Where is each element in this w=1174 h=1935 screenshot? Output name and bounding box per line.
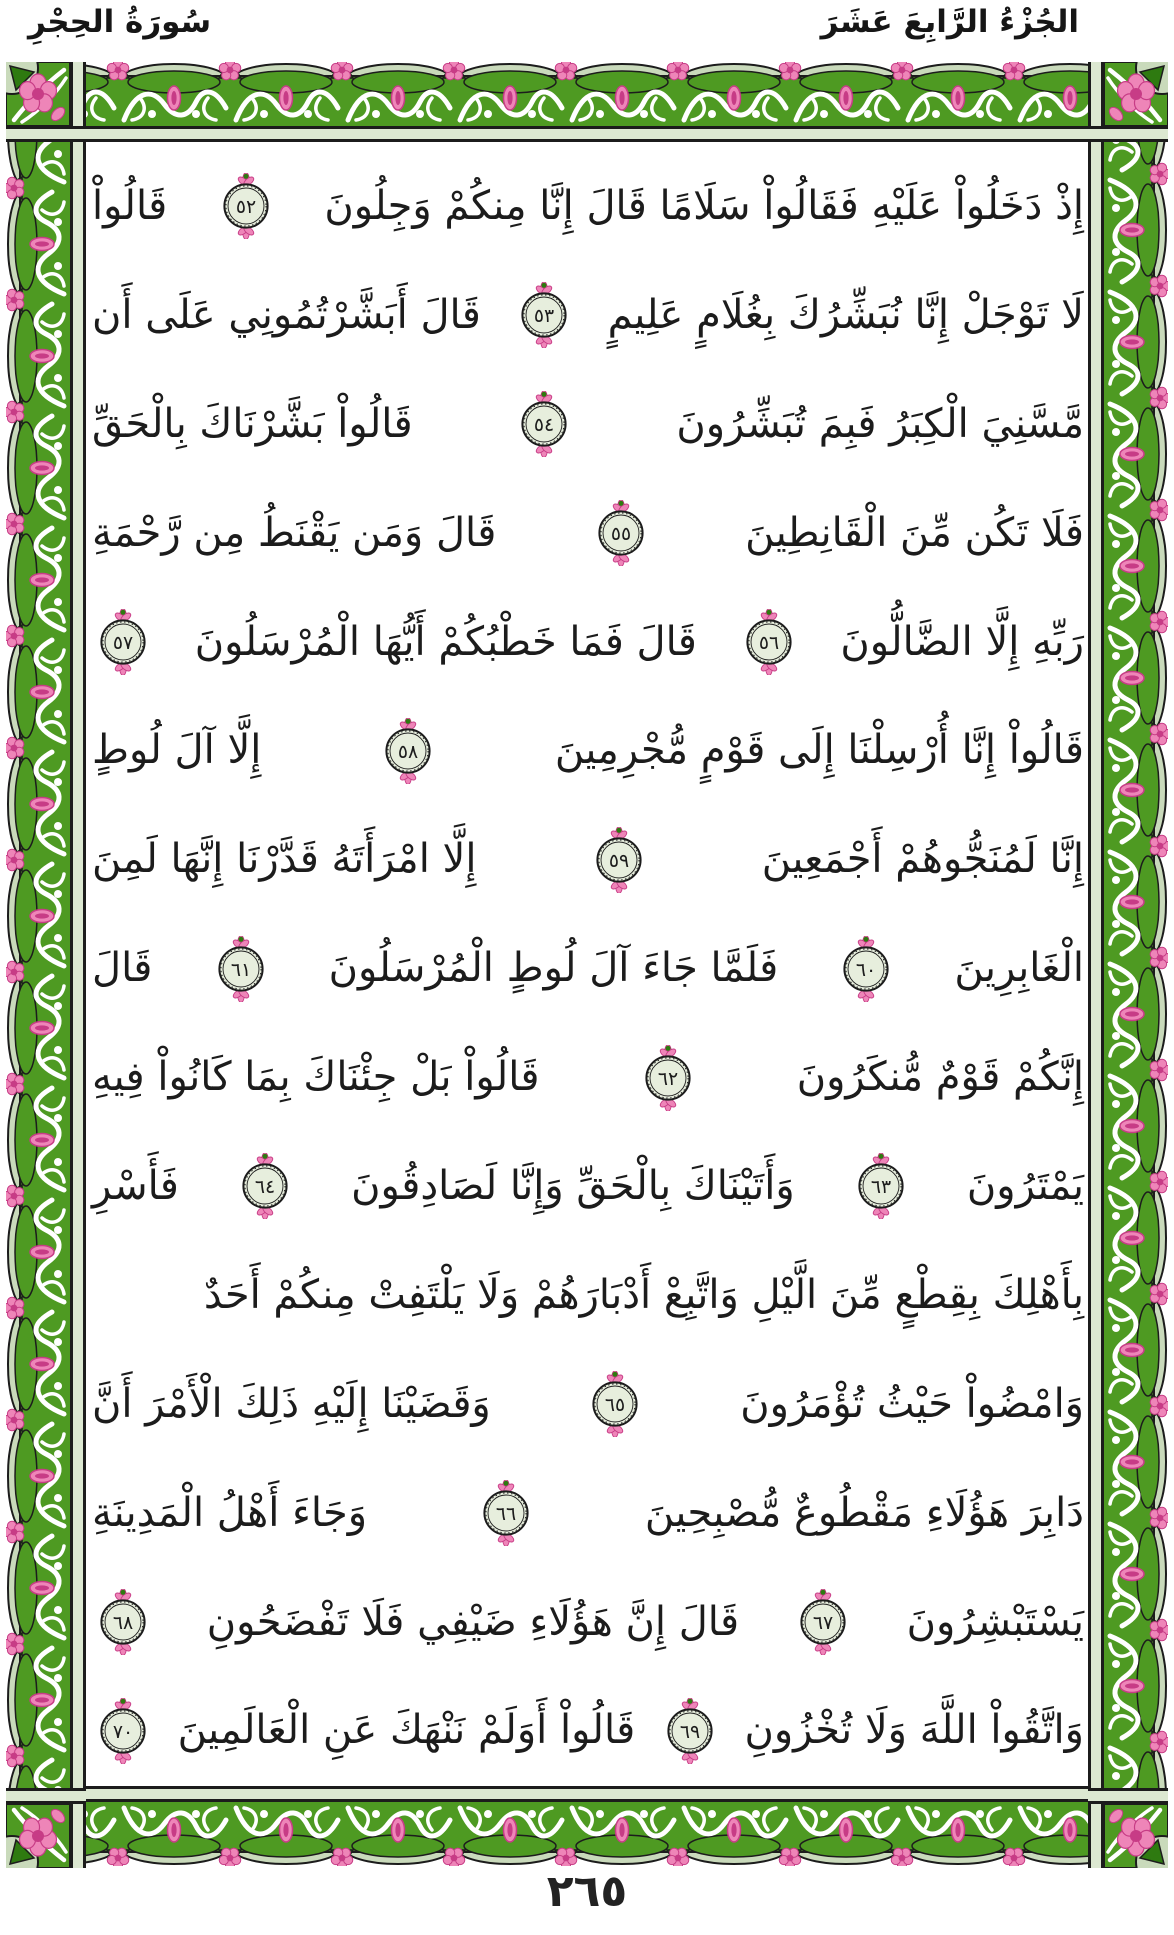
svg-text:٦٠: ٦٠ — [856, 958, 877, 981]
verse-marker — [219, 173, 273, 239]
border-strip-right — [1088, 62, 1168, 1868]
quran-line — [92, 914, 1084, 1023]
quran-line — [92, 1350, 1084, 1459]
verse-marker-ornament — [96, 609, 150, 675]
verse-marker — [96, 609, 150, 675]
verse-marker — [517, 391, 571, 457]
ayah-text: إِنَّا لَمُنَجُّوهُمْ أَجْمَعِينَ — [761, 836, 1084, 883]
ayah-text: إِلَّا آلَ لُوطٍ — [92, 727, 262, 774]
quran-line — [92, 805, 1084, 914]
ayah-text: إِذْ دَخَلُواْ عَلَيْهِ فَقَالُواْ سَلَامًا قَالَ إِنَّا مِنكُمْ وَجِلُونَ — [324, 183, 1084, 229]
verse-marker-ornament — [214, 936, 268, 1002]
ayah-text: الْغَابِرِينَ — [954, 945, 1084, 992]
verse-marker — [517, 282, 571, 348]
quran-line — [92, 261, 1084, 370]
ayah-text: قَالَ أَبَشَّرْتُمُونِي عَلَى أَن — [92, 291, 481, 338]
svg-text:٦١: ٦١ — [230, 958, 251, 981]
quran-line — [92, 1676, 1084, 1785]
svg-text:٥٩: ٥٩ — [608, 849, 630, 872]
border-corner-bl — [6, 1788, 86, 1868]
svg-text:٥٨: ٥٨ — [397, 740, 419, 763]
quran-line — [92, 370, 1084, 479]
verse-marker — [742, 609, 796, 675]
ayah-text: وَاتَّقُواْ اللَّهَ وَلَا تُخْزُونِ — [744, 1707, 1084, 1754]
verse-marker — [594, 500, 648, 566]
svg-text:٦٧: ٦٧ — [812, 1611, 833, 1634]
quran-line — [92, 479, 1084, 588]
ayah-text: وَقَضَيْنَا إِلَيْهِ ذَلِكَ الْأَمْرَ أَنَّ — [92, 1380, 491, 1427]
ayah-text: فَلَا تَكُن مِّنَ الْقَانِطِينَ — [745, 509, 1084, 556]
ayah-text: وَأَتَيْنَاكَ بِالْحَقِّ وَإِنَّا لَصَادِقُونَ — [351, 1163, 795, 1210]
quran-line — [92, 588, 1084, 697]
verse-marker — [238, 1153, 292, 1219]
quran-line — [92, 1241, 1084, 1350]
verse-marker — [214, 936, 268, 1002]
svg-text:٥٢: ٥٢ — [235, 196, 256, 219]
verse-marker-ornament — [517, 391, 571, 457]
verse-marker-ornament — [381, 718, 435, 784]
ayah-text: وَامْضُواْ حَيْثُ تُؤْمَرُونَ — [740, 1380, 1084, 1427]
ayah-text: مَّسَّنِيَ الْكِبَرُ فَبِمَ تُبَشِّرُونَ — [676, 400, 1084, 447]
ayah-text: قَالُواْ بَلْ جِئْنَاكَ بِمَا كَانُواْ فِيهِ — [92, 1054, 540, 1101]
quran-line — [92, 696, 1084, 805]
verse-marker-ornament — [588, 1371, 642, 1437]
border-corner-tr — [1088, 62, 1168, 142]
verse-marker — [479, 1480, 533, 1546]
verse-marker-ornament — [641, 1045, 695, 1111]
verse-marker-ornament — [592, 827, 646, 893]
verse-marker — [641, 1045, 695, 1111]
verse-marker — [854, 1153, 908, 1219]
page-number: ٢٦٥ — [546, 1866, 628, 1917]
border-strip-top — [6, 62, 1168, 142]
quran-line — [92, 1459, 1084, 1568]
verse-marker-ornament — [594, 500, 648, 566]
quran-line — [92, 1023, 1084, 1132]
ayah-text: قَالَ فَمَا خَطْبُكُمْ أَيُّهَا الْمُرْسَلُونَ — [194, 618, 697, 665]
svg-text:٥٣: ٥٣ — [534, 305, 555, 328]
ayah-text: يَمْتَرُونَ — [966, 1163, 1084, 1210]
juz-header: الجُزْءُ الرَّابِعَ عَشَرَ — [820, 4, 1079, 40]
svg-text:٥٧: ٥٧ — [112, 631, 134, 654]
border-corner-br — [1088, 1788, 1168, 1868]
svg-text:٥٤: ٥٤ — [534, 414, 555, 437]
verse-marker-ornament — [479, 1480, 533, 1546]
svg-text:٧٠: ٧٠ — [112, 1720, 134, 1743]
quran-text-block — [92, 152, 1084, 1786]
ayah-text: رَبِّهِ إِلَّا الضَّالُّونَ — [840, 618, 1084, 665]
border-strip-left — [6, 62, 86, 1868]
svg-text:٦٤: ٦٤ — [254, 1176, 276, 1199]
svg-text:٦٩: ٦٩ — [679, 1720, 700, 1743]
verse-marker — [839, 936, 893, 1002]
quran-line — [92, 1568, 1084, 1677]
border-strip-bottom — [6, 1786, 1168, 1866]
ayah-text: فَلَمَّا جَاءَ آلَ لُوطٍ الْمُرْسَلُونَ — [328, 945, 779, 992]
border-corner-tl — [6, 62, 86, 142]
verse-marker-ornament — [796, 1589, 850, 1655]
verse-marker — [796, 1589, 850, 1655]
verse-marker-ornament — [96, 1589, 150, 1655]
ayah-text: قَالُواْ — [92, 183, 168, 229]
ayah-text: دَابِرَ هَؤُلَاءِ مَقْطُوعٌ مُّصْبِحِينَ — [644, 1489, 1084, 1536]
svg-text:٦٦: ٦٦ — [495, 1503, 517, 1526]
verse-marker-ornament — [742, 609, 796, 675]
svg-text:٦٣: ٦٣ — [870, 1176, 891, 1199]
verse-marker — [592, 827, 646, 893]
verse-marker-ornament — [517, 282, 571, 348]
ayah-text: بِأَهْلِكَ بِقِطْعٍ مِّنَ الَّيْلِ وَاتَّبِعْ أَدْبَارَهُمْ وَلَا يَلْتَفِتْ مِنكُمْ أَحَدٌ — [203, 1271, 1084, 1318]
svg-text:٥٦: ٥٦ — [758, 631, 779, 654]
verse-marker — [96, 1589, 150, 1655]
verse-marker-ornament — [663, 1698, 717, 1764]
ayah-text: إِنَّكُمْ قَوْمٌ مُّنكَرُونَ — [796, 1054, 1084, 1101]
ayah-text: قَالَ — [92, 945, 153, 992]
quran-line — [92, 1132, 1084, 1241]
verse-marker-ornament — [238, 1153, 292, 1219]
ayah-text: فَأَسْرِ — [92, 1163, 179, 1210]
svg-text:٥٥: ٥٥ — [610, 523, 631, 546]
verse-marker — [96, 1698, 150, 1764]
verse-marker — [381, 718, 435, 784]
svg-text:٦٨: ٦٨ — [112, 1611, 134, 1634]
ayah-text: يَسْتَبْشِرُونَ — [906, 1598, 1084, 1645]
verse-marker — [663, 1698, 717, 1764]
verse-marker-ornament — [219, 173, 273, 239]
svg-text:٦٢: ٦٢ — [657, 1067, 679, 1090]
ayah-text: قَالُواْ أَوَلَمْ نَنْهَكَ عَنِ الْعَالَمِينَ — [177, 1707, 636, 1754]
surah-header: سُورَةُ الحِجْرِ — [28, 4, 212, 40]
ayah-text: لَا تَوْجَلْ إِنَّا نُبَشِّرُكَ بِغُلَامٍ عَلِيمٍ — [607, 291, 1084, 338]
verse-marker-ornament — [854, 1153, 908, 1219]
verse-marker-ornament — [96, 1698, 150, 1764]
verse-marker-ornament — [839, 936, 893, 1002]
quran-line — [92, 152, 1084, 261]
ayah-text: وَجَاءَ أَهْلُ الْمَدِينَةِ — [92, 1489, 368, 1536]
ayah-text: قَالَ إِنَّ هَؤُلَاءِ ضَيْفِي فَلَا تَفْضَحُونِ — [206, 1598, 740, 1645]
ayah-text: إِلَّا امْرَأَتَهُ قَدَّرْنَا إِنَّهَا لَمِنَ — [92, 836, 477, 883]
ayah-text: قَالُواْ إِنَّا أُرْسِلْنَا إِلَى قَوْمٍ مُّجْرِمِينَ — [554, 727, 1084, 774]
ayah-text: قَالَ وَمَن يَقْنَطُ مِن رَّحْمَةِ — [92, 509, 497, 556]
ayah-text: قَالُواْ بَشَّرْنَاكَ بِالْحَقِّ — [92, 400, 413, 447]
svg-text:٦٥: ٦٥ — [605, 1394, 626, 1417]
verse-marker — [588, 1371, 642, 1437]
